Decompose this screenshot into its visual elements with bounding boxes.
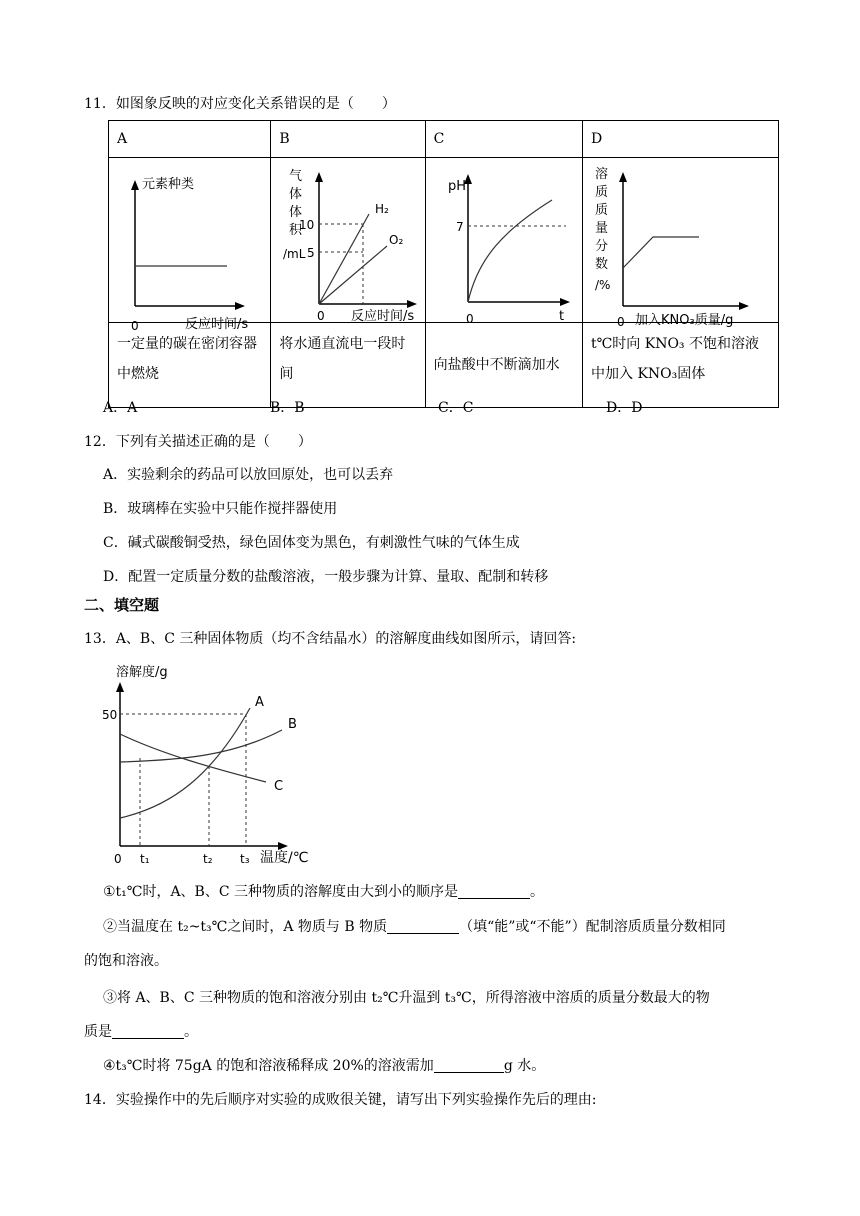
solubility-origin: 0 bbox=[114, 852, 122, 866]
q12-option-d[interactable]: D．配置一定质量分数的盐酸溶液，一般步骤为计算、量取、配制和转移 bbox=[103, 569, 549, 585]
graph-a-origin: 0 bbox=[131, 319, 139, 333]
q12-option-a[interactable]: A．实验剩余的药品可以放回原处，也可以丢弃 bbox=[103, 467, 394, 483]
answer-blank-3[interactable] bbox=[112, 1022, 184, 1039]
q13-part3-cont bbox=[84, 1022, 198, 1042]
graph-b-ylabel-1: 气 bbox=[289, 169, 303, 184]
header-d: D bbox=[583, 121, 779, 158]
solubility-y-arrow bbox=[116, 682, 124, 692]
q13-p4-text: ④t₃℃时将 75gA 的饱和溶液稀释成 20%的溶液需加 bbox=[103, 1058, 434, 1074]
graph-c-tick-7: 7 bbox=[455, 220, 464, 234]
q14-stem: 14．实验操作中的先后顺序对实验的成败很关键，请写出下列实验操作先后的理由: bbox=[84, 1092, 597, 1108]
graph-b-cell bbox=[271, 158, 425, 323]
graph-a-cell bbox=[109, 158, 271, 333]
q11-choices bbox=[0, 397, 860, 419]
q13-p3-end: 。 bbox=[184, 1024, 198, 1040]
section-title: 二、填空题 bbox=[84, 596, 160, 614]
graph-d-yunit: /% bbox=[595, 278, 611, 292]
graph-d-ylabel-4: 量 bbox=[595, 221, 609, 236]
q13-p3-text: 质是 bbox=[84, 1024, 112, 1040]
graph-c-ylabel: pH bbox=[447, 179, 466, 194]
q12-option-b[interactable]: B．玻璃棒在实验中只能作搅拌器使用 bbox=[103, 501, 338, 517]
q11-choice-c[interactable]: C．C bbox=[438, 400, 474, 416]
label-c: C bbox=[274, 779, 284, 794]
graph-d-ylabel-2: 质 bbox=[595, 185, 609, 200]
q12-option-c[interactable]: C．碱式碳酸铜受热，绿色固体变为黑色，有刺激性气味的气体生成 bbox=[103, 535, 520, 551]
graph-c-origin: 0 bbox=[465, 312, 474, 326]
caption-b: 将水通直流电一段时间 bbox=[271, 323, 425, 408]
graph-b-h2-label: H₂ bbox=[375, 202, 390, 216]
q13-p4-end: g 水。 bbox=[503, 1058, 546, 1074]
q13-part2-cont: 的饱和溶液。 bbox=[84, 953, 168, 969]
graph-b-ylabel-2: 体 bbox=[289, 187, 303, 202]
q13-part2 bbox=[103, 917, 726, 937]
graph-a-x-arrow bbox=[235, 302, 245, 310]
solubility-ylabel: 溶解度/g bbox=[116, 665, 168, 680]
q11-stem: 11．如图象反映的对应变化关系错误的是（ ） bbox=[84, 96, 396, 112]
q13-p2-end: （填“能”或“不能”）配制溶质质量分数相同 bbox=[459, 919, 726, 935]
caption-a: 一定量的碳在密闭容器中燃烧 bbox=[109, 323, 271, 408]
graph-b-xlabel: 反应时间/s bbox=[351, 309, 415, 324]
graph-b-yunit: /mL bbox=[283, 247, 306, 261]
graph-d-ylabel-3: 质 bbox=[595, 203, 609, 218]
graph-b-h2-line bbox=[319, 214, 369, 304]
answer-blank-4[interactable] bbox=[434, 1056, 504, 1073]
label-b: B bbox=[288, 717, 297, 732]
q13-stem: 13．A、B、C 三种固体物质（均不含结晶水）的溶解度曲线如图所示，请回答: bbox=[84, 631, 577, 647]
q13-part4 bbox=[103, 1056, 545, 1076]
graph-a-y-arrow bbox=[131, 180, 139, 190]
graph-b-y-arrow bbox=[315, 172, 323, 182]
graph-d-cell bbox=[583, 158, 779, 329]
graph-d-ylabel-6: 数 bbox=[595, 257, 609, 272]
graph-b-ylabel-4: 积 bbox=[289, 223, 303, 238]
q13-part3: ③将 A、B、C 三种物质的饱和溶液分别由 t₂℃升温到 t₃℃，所得溶液中溶质的质量分数最大的物 bbox=[103, 990, 710, 1006]
graph-c-xlabel: t bbox=[558, 309, 564, 324]
graph-b-ylabel-3: 体 bbox=[289, 205, 303, 220]
graph-b-tick-10: 10 bbox=[299, 218, 315, 232]
graph-c-x-arrow bbox=[560, 298, 570, 306]
graph-d-ylabel-5: 分 bbox=[595, 239, 609, 254]
graph-c-curve bbox=[468, 200, 552, 302]
graph-a bbox=[109, 158, 270, 333]
header-a: A bbox=[109, 121, 271, 158]
q11-choice-b[interactable]: B．B bbox=[270, 400, 305, 416]
tick-t3: t₃ bbox=[240, 852, 250, 866]
graph-a-ylabel: 元素种类 bbox=[142, 177, 195, 192]
q13-p1-end: 。 bbox=[530, 884, 545, 900]
q13-p2-text: ②当温度在 t₂~t₃℃之间时，A 物质与 B 物质 bbox=[103, 919, 388, 935]
graph-d-xlabel: 加入KNO₃质量/g bbox=[635, 313, 734, 328]
curve-c bbox=[120, 734, 266, 782]
tick-50: 50 bbox=[102, 708, 118, 722]
graph-d bbox=[583, 158, 778, 329]
answer-blank-2[interactable] bbox=[387, 917, 459, 934]
graph-b-tick-5: 5 bbox=[307, 246, 315, 260]
q11-options-table bbox=[108, 120, 779, 408]
caption-c: 向盐酸中不断滴加水 bbox=[425, 323, 582, 408]
solubility-xlabel: 温度/℃ bbox=[260, 850, 309, 866]
solubility-x-arrow bbox=[278, 842, 288, 850]
graph-a-xlabel: 反应时间/s bbox=[185, 317, 249, 332]
graph-d-x-arrow bbox=[739, 302, 749, 310]
header-c: C bbox=[425, 121, 582, 158]
solubility-graph bbox=[92, 656, 332, 870]
q13-p1-text: ①t₁℃时，A、B、C 三种物质的溶解度由大到小的顺序是 bbox=[103, 884, 459, 900]
q12-stem: 12．下列有关描述正确的是（ ） bbox=[84, 434, 312, 450]
header-b: B bbox=[271, 121, 425, 158]
graph-d-ylabel-1: 溶 bbox=[595, 167, 609, 182]
graph-b-o2-line bbox=[319, 246, 387, 304]
graph-d-line bbox=[623, 237, 699, 268]
graph-c bbox=[426, 158, 582, 326]
graph-d-origin: 0 bbox=[617, 315, 625, 329]
label-a: A bbox=[255, 695, 264, 710]
graph-b-origin: 0 bbox=[317, 309, 325, 323]
q13-part1 bbox=[103, 882, 544, 902]
graph-c-cell bbox=[425, 158, 582, 326]
graph-b-o2-label: O₂ bbox=[389, 233, 404, 247]
graph-b-x-arrow bbox=[407, 300, 417, 308]
graph-b bbox=[271, 158, 424, 324]
tick-t2: t₂ bbox=[203, 852, 213, 866]
q11-choice-d[interactable]: D．D bbox=[606, 400, 643, 416]
answer-blank-1[interactable] bbox=[458, 882, 530, 899]
caption-d: t℃时向 KNO₃ 不饱和溶液中加入 KNO₃固体 bbox=[583, 323, 779, 408]
curve-b bbox=[120, 730, 282, 762]
q11-choice-a[interactable]: A．A bbox=[103, 400, 138, 416]
tick-t1: t₁ bbox=[140, 852, 150, 866]
graph-d-y-arrow bbox=[619, 172, 627, 182]
